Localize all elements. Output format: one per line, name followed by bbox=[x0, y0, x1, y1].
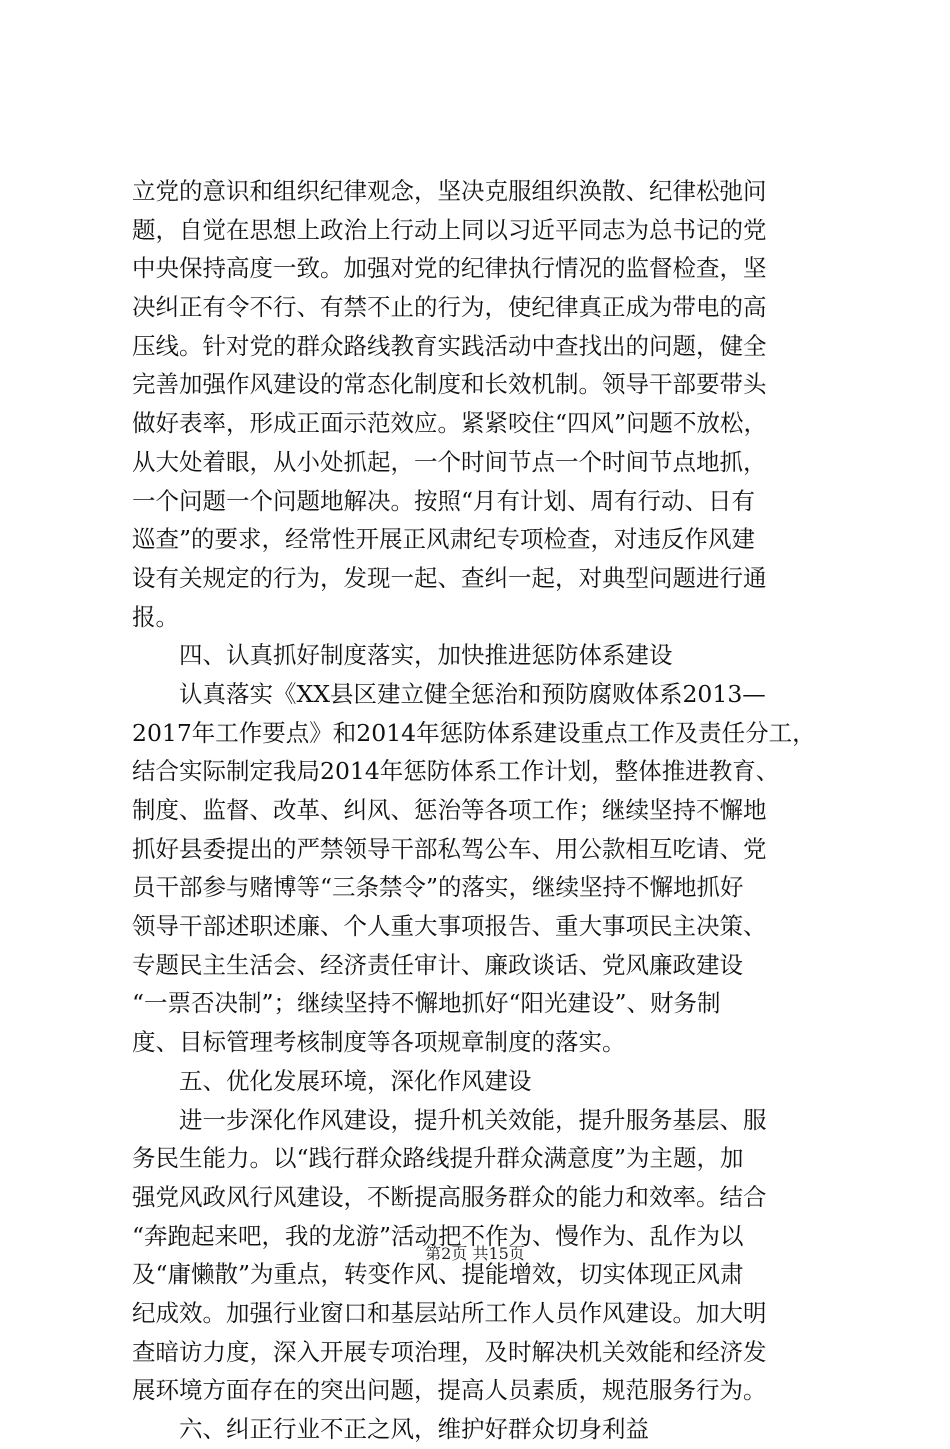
text-line: 从大处着眼，从小处抓起，一个时间节点一个时间节点地抓， bbox=[132, 447, 767, 476]
text-line: 报。 bbox=[132, 602, 179, 631]
text-line: 进一步深化作风建设，提升机关效能，提升服务基层、服 bbox=[179, 1105, 767, 1134]
text-line: 完善加强作风建设的常态化制度和长效机制。领导干部要带头 bbox=[132, 370, 767, 399]
text-line: 专题民主生活会、经济责任审计、廉政谈话、党风廉政建设 bbox=[132, 950, 743, 979]
text-line: “一票否决制”；继续坚持不懈地抓好“阳光建设”、财务制 bbox=[132, 989, 721, 1018]
text-line: 抓好县委提出的严禁领导干部私驾公车、用公款相互吃请、党 bbox=[132, 834, 767, 863]
text-line: 展环境方面存在的突出问题，提高人员素质，规范服务行为。 bbox=[132, 1376, 767, 1405]
text-line: 做好表率，形成正面示范效应。紧紧咬住“四风”问题不放松， bbox=[132, 409, 768, 438]
page-footer: 第2页 共15页 bbox=[425, 1244, 525, 1263]
text-line: 立党的意识和组织纪律观念，坚决克服组织涣散、纪律松弛问 bbox=[132, 177, 767, 205]
text-line: 中央保持高度一致。加强对党的纪律执行情况的监督检查，坚 bbox=[132, 254, 767, 283]
text-line: 设有关规定的行为，发现一起、查纠一起，对典型问题进行通 bbox=[132, 563, 767, 592]
text-line: 领导干部述职述廉、个人重大事项报告、重大事项民主决策、 bbox=[132, 912, 767, 941]
section-heading: 六、纠正行业不正之风，维护好群众切身利益 bbox=[179, 1415, 649, 1443]
text-line: 决纠正有令不行、有禁不止的行为，使纪律真正成为带电的高 bbox=[132, 293, 767, 322]
text-line: 查暗访力度，深入开展专项治理，及时解决机关效能和经济发 bbox=[132, 1337, 767, 1366]
text-line: 结合实际制定我局2014年惩防体系工作计划，整体推进教育、 bbox=[132, 757, 780, 786]
text-line: 务民生能力。以“践行群众路线提升群众满意度”为主题，加 bbox=[132, 1144, 744, 1173]
text-line: 2017年工作要点》和2014年惩防体系建设重点工作及责任分工， bbox=[132, 718, 816, 747]
text-line: 认真落实《XX县区建立健全惩治和预防腐败体系2013— bbox=[179, 679, 766, 708]
text-line: 题，自觉在思想上政治上行动上同以习近平同志为总书记的党 bbox=[132, 215, 767, 244]
section-heading: 五、优化发展环境，深化作风建设 bbox=[179, 1066, 532, 1095]
section-heading: 四、认真抓好制度落实，加快推进惩防体系建设 bbox=[179, 641, 673, 670]
text-line: 员干部参与赌博等“三条禁令”的落实，继续坚持不懈地抓好 bbox=[132, 873, 744, 902]
text-line: 及“庸懒散”为重点，转变作风、提能增效，切实体现正风肃 bbox=[132, 1260, 744, 1289]
text-line: 压线。针对党的群众路线教育实践活动中查找出的问题，健全 bbox=[132, 331, 767, 360]
text-line: 制度、监督、改革、纠风、惩治等各项工作；继续坚持不懈地 bbox=[132, 796, 767, 824]
text-line: “奔跑起来吧，我的龙游”活动把不作为、慢作为、乱作为以 bbox=[132, 1221, 744, 1250]
text-line: 强党风政风行风建设，不断提高服务群众的能力和效率。结合 bbox=[132, 1182, 767, 1211]
text-line: 纪成效。加强行业窗口和基层站所工作人员作风建设。加大明 bbox=[132, 1298, 767, 1327]
text-line: 度、目标管理考核制度等各项规章制度的落实。 bbox=[132, 1028, 626, 1057]
text-line: 一个问题一个问题地解决。按照“月有计划、周有行动、日有 bbox=[132, 486, 756, 515]
text-line: 巡查”的要求，经常性开展正风肃纪专项检查，对违反作风建 bbox=[132, 525, 756, 554]
